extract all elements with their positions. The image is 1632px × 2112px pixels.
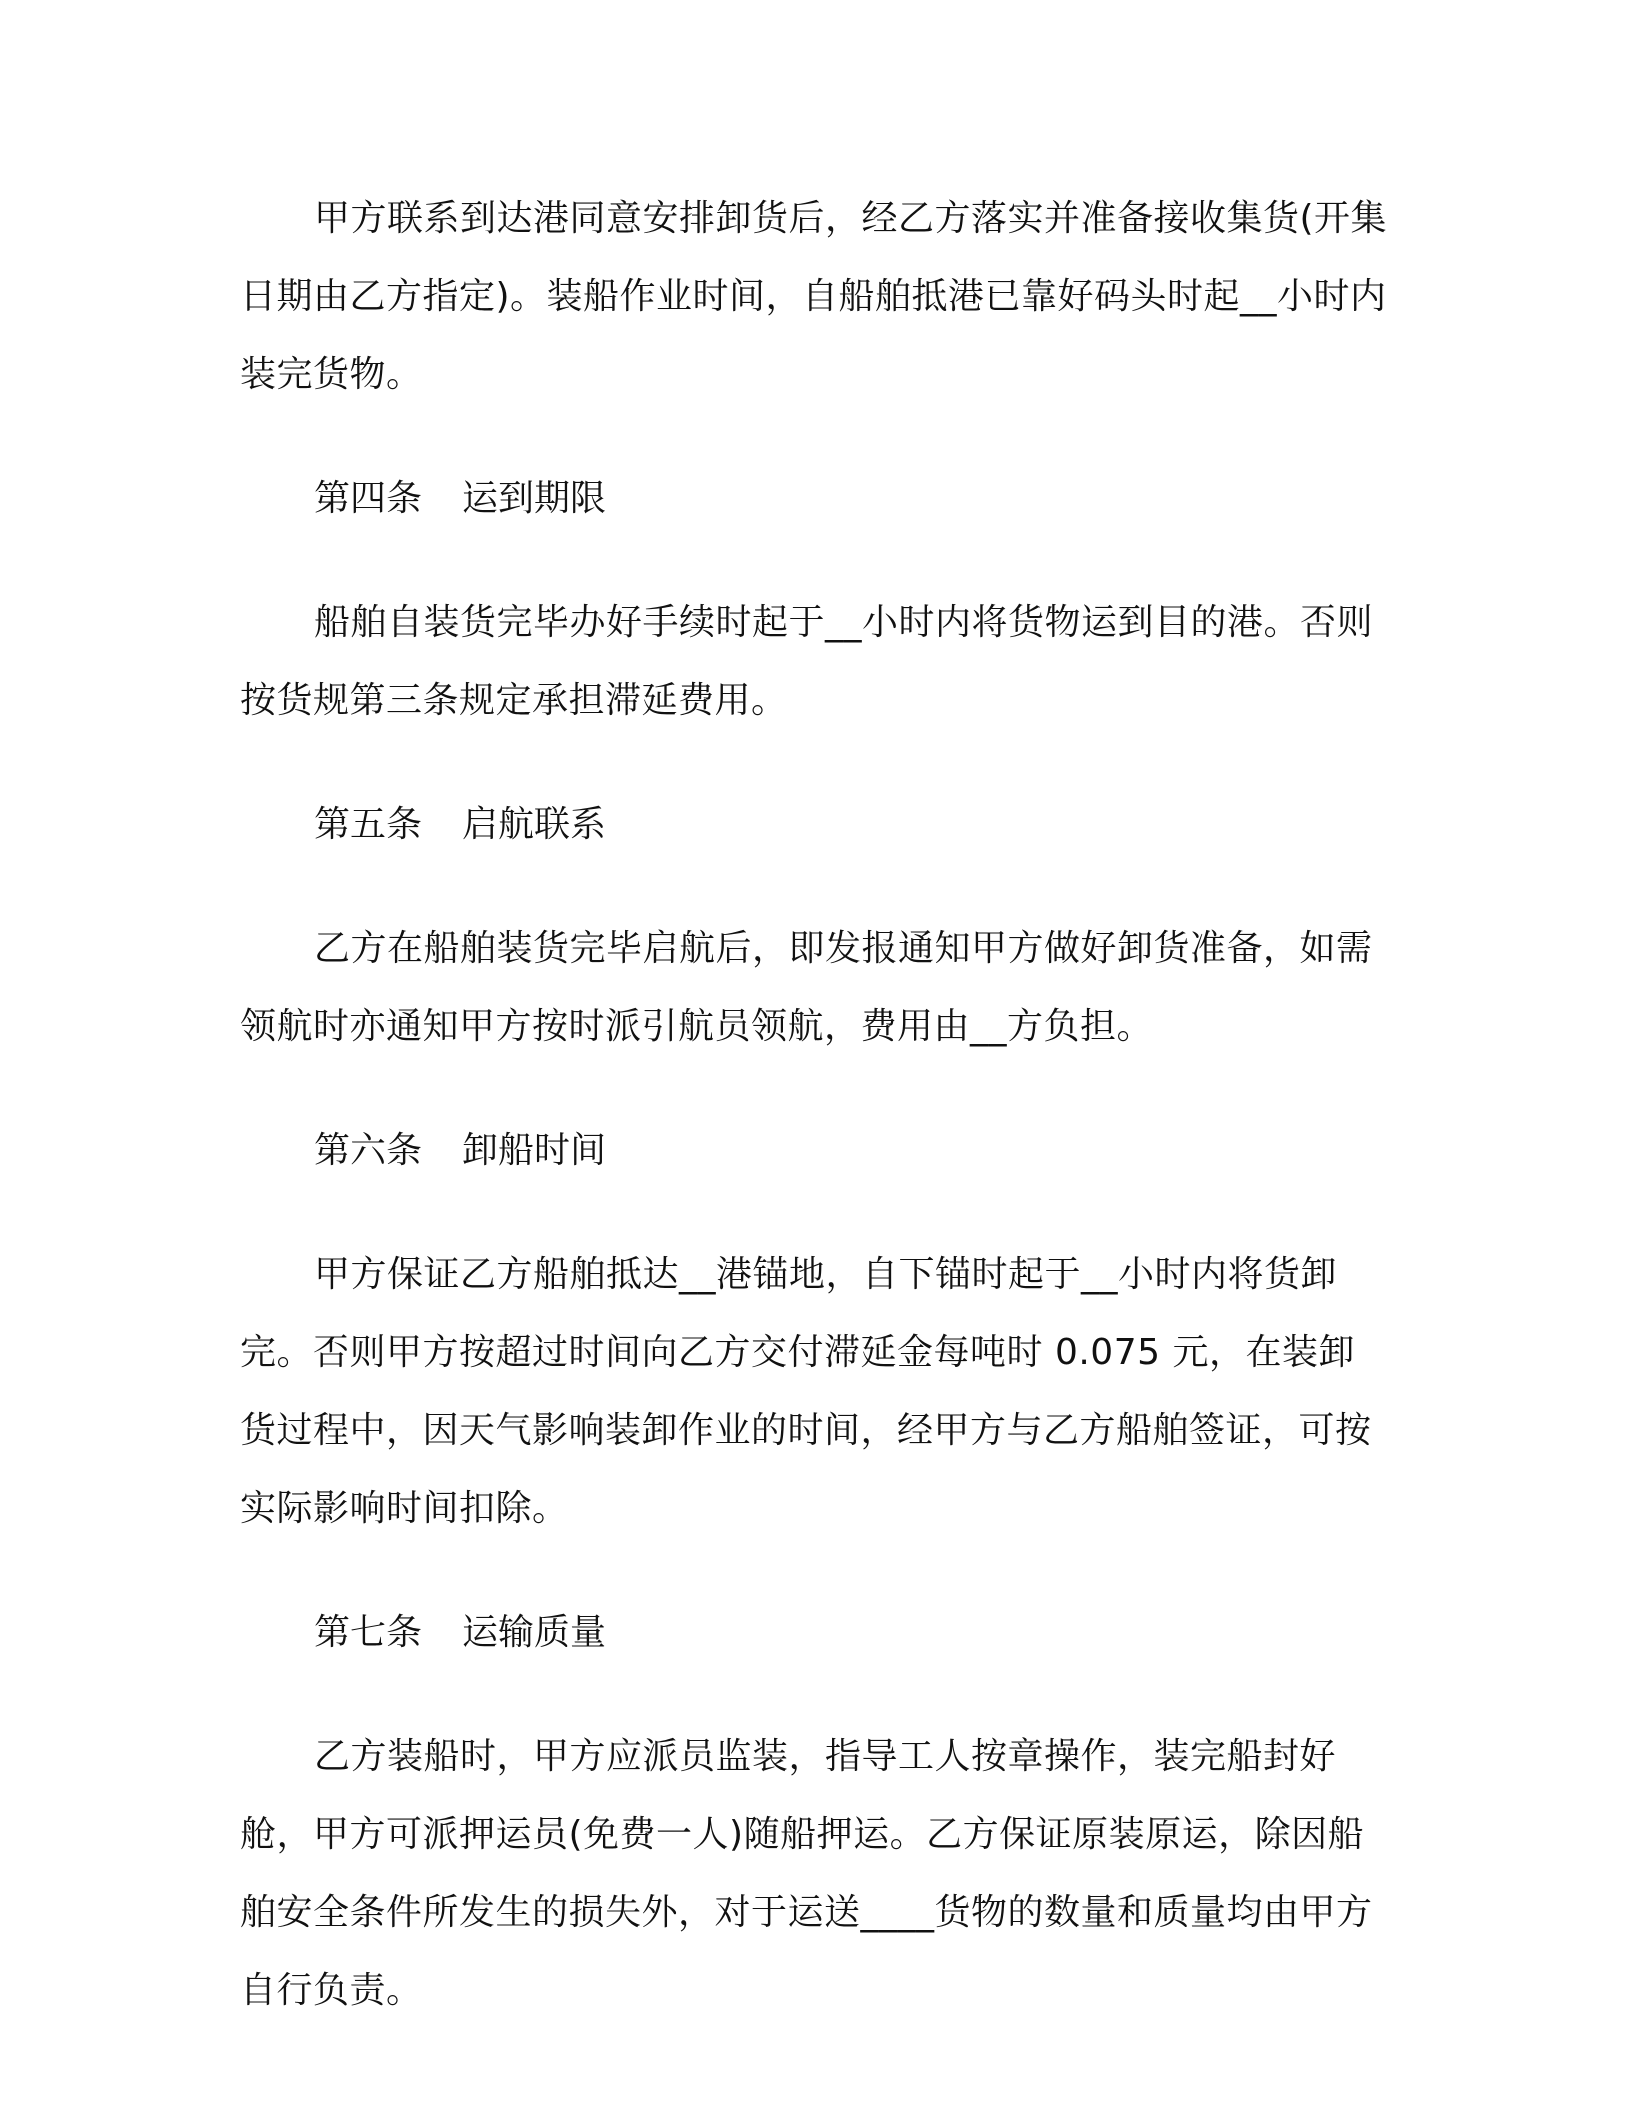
article-number: 第七条 xyxy=(314,1612,423,1653)
article-title: 运到期限 xyxy=(462,478,607,519)
article-7-heading xyxy=(240,1594,1390,1672)
document-page xyxy=(240,180,1390,2030)
paragraph-departure-notice: 乙方在船舶装货完毕启航后，即发报通知甲方做好卸货准备，如需领航时亦通知甲方按时派引航员领航，费用由__方负担。 xyxy=(240,928,1373,1047)
article-6-heading xyxy=(240,1112,1390,1190)
article-4-heading xyxy=(240,460,1390,538)
article-5-heading xyxy=(240,786,1390,864)
article-title: 卸船时间 xyxy=(462,1130,607,1171)
article-number: 第五条 xyxy=(314,804,423,845)
article-title: 启航联系 xyxy=(462,804,607,845)
article-title: 运输质量 xyxy=(462,1612,607,1653)
paragraph-delivery-deadline: 船舶自装货完毕办好手续时起于__小时内将货物运到目的港。否则按货规第三条规定承担滞延费用。 xyxy=(240,602,1374,721)
paragraph-loading-time: 甲方联系到达港同意安排卸货后，经乙方落实并准备接收集货(开集日期由乙方指定)。装船作业时间，自船舶抵港已靠好码头时起__小时内装完货物。 xyxy=(240,198,1388,395)
article-number: 第六条 xyxy=(314,1130,423,1171)
paragraph-transport-quality: 乙方装船时，甲方应派员监装，指导工人按章操作，装完船封好舱，甲方可派押运员(免费一人)随船押运。乙方保证原装原运，除因船舶安全条件所发生的损失外，对于运送____货物的数量和质量均由甲方自行负责。 xyxy=(240,1736,1373,2011)
paragraph-unloading-time: 甲方保证乙方船舶抵达__港锚地，自下锚时起于__小时内将货卸完。否则甲方按超过时间向乙方交付滞延金每吨时 0.075 元，在装卸货过程中，因天气影响装卸作业的时间，经甲方与乙方船舶签证，可按实际影响时间扣除。 xyxy=(240,1254,1372,1529)
article-number: 第四条 xyxy=(314,478,423,519)
